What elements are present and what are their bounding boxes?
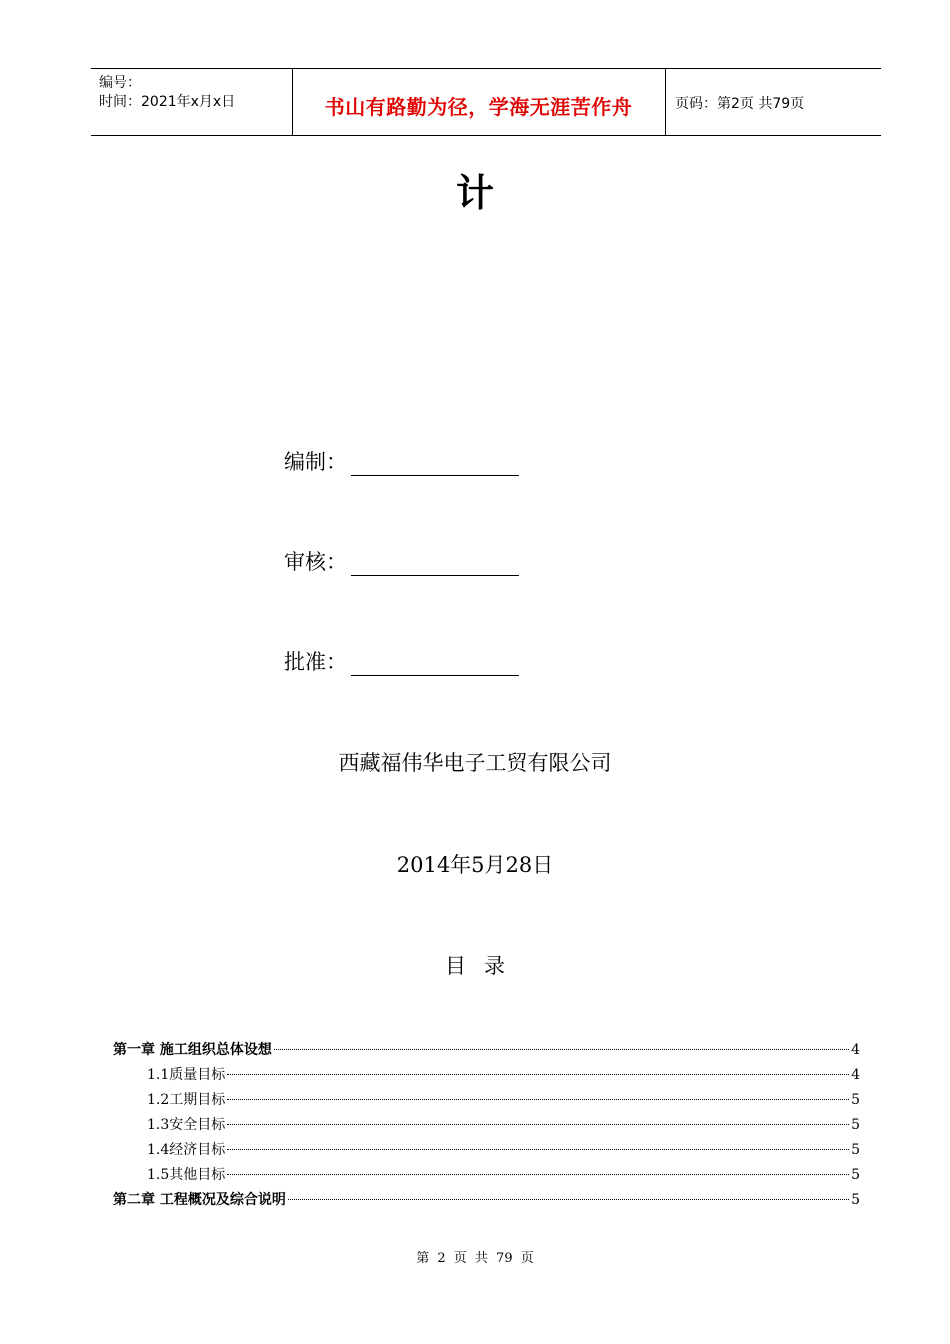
toc-entry-1-4[interactable] <box>113 1140 860 1165</box>
header-motto-cell <box>292 69 666 135</box>
document-number-label: 编号： <box>99 75 141 91</box>
toc-entry-chapter-2[interactable] <box>113 1190 860 1215</box>
header-meta-cell <box>91 69 293 135</box>
toc-entry-page: 5 <box>851 1092 860 1108</box>
signature-compile <box>284 446 519 476</box>
toc-leader-dots <box>227 1149 849 1150</box>
toc-entry-page: 5 <box>851 1142 860 1158</box>
toc-entry-page: 5 <box>851 1192 860 1208</box>
toc-entry-label: 第一章 施工组织总体设想 <box>113 1042 272 1058</box>
document-time-label: 时间：2021年x月x日 <box>99 94 236 110</box>
toc-leader-dots <box>227 1124 849 1125</box>
company-name: 西藏福伟华电子工贸有限公司 <box>338 751 612 775</box>
toc-entry-label: 第二章 工程概况及综合说明 <box>113 1192 286 1208</box>
page-title-fragment: 计 <box>455 171 494 215</box>
toc-leader-dots <box>288 1199 849 1200</box>
page-footer: 第 2 页 共 79 页 <box>416 1251 534 1266</box>
toc-leader-dots <box>227 1074 849 1075</box>
signature-compile-label: 编制： <box>284 450 347 474</box>
toc-entry-label: 1.2工期目标 <box>147 1092 226 1108</box>
toc-leader-dots <box>227 1174 849 1175</box>
toc-leader-dots <box>274 1049 849 1050</box>
signature-review-line <box>351 555 519 576</box>
toc-entry-1-2[interactable] <box>113 1090 860 1115</box>
toc-entry-label: 1.5其他目标 <box>147 1167 226 1183</box>
signature-review-label: 审核： <box>284 550 347 574</box>
toc-entry-label: 1.4经济目标 <box>147 1142 226 1158</box>
header-page-cell <box>665 69 881 135</box>
toc-leader-dots <box>227 1099 849 1100</box>
toc-entry-page: 4 <box>851 1067 860 1083</box>
signature-approve <box>284 646 519 676</box>
signature-review <box>284 546 519 576</box>
header-motto: 书山有路勤为径，学海无涯苦作舟 <box>324 95 633 119</box>
toc-entry-1-5[interactable] <box>113 1165 860 1190</box>
table-of-contents <box>113 1040 860 1215</box>
toc-entry-1-3[interactable] <box>113 1115 860 1140</box>
page-header <box>91 68 881 136</box>
signature-approve-line <box>351 655 519 676</box>
toc-entry-1-1[interactable] <box>113 1065 860 1090</box>
toc-entry-label: 1.3安全目标 <box>147 1117 226 1133</box>
toc-entry-page: 5 <box>851 1117 860 1133</box>
toc-entry-page: 5 <box>851 1167 860 1183</box>
toc-title: 目录 <box>445 954 523 978</box>
header-page-info: 页码：第2页 共79页 <box>675 96 805 112</box>
toc-entry-chapter-1[interactable] <box>113 1040 860 1065</box>
toc-entry-page: 4 <box>851 1042 860 1058</box>
document-date: 2014年5月28日 <box>396 853 554 877</box>
signature-compile-line <box>351 455 519 476</box>
signature-approve-label: 批准： <box>284 650 347 674</box>
toc-entry-label: 1.1质量目标 <box>147 1067 226 1083</box>
